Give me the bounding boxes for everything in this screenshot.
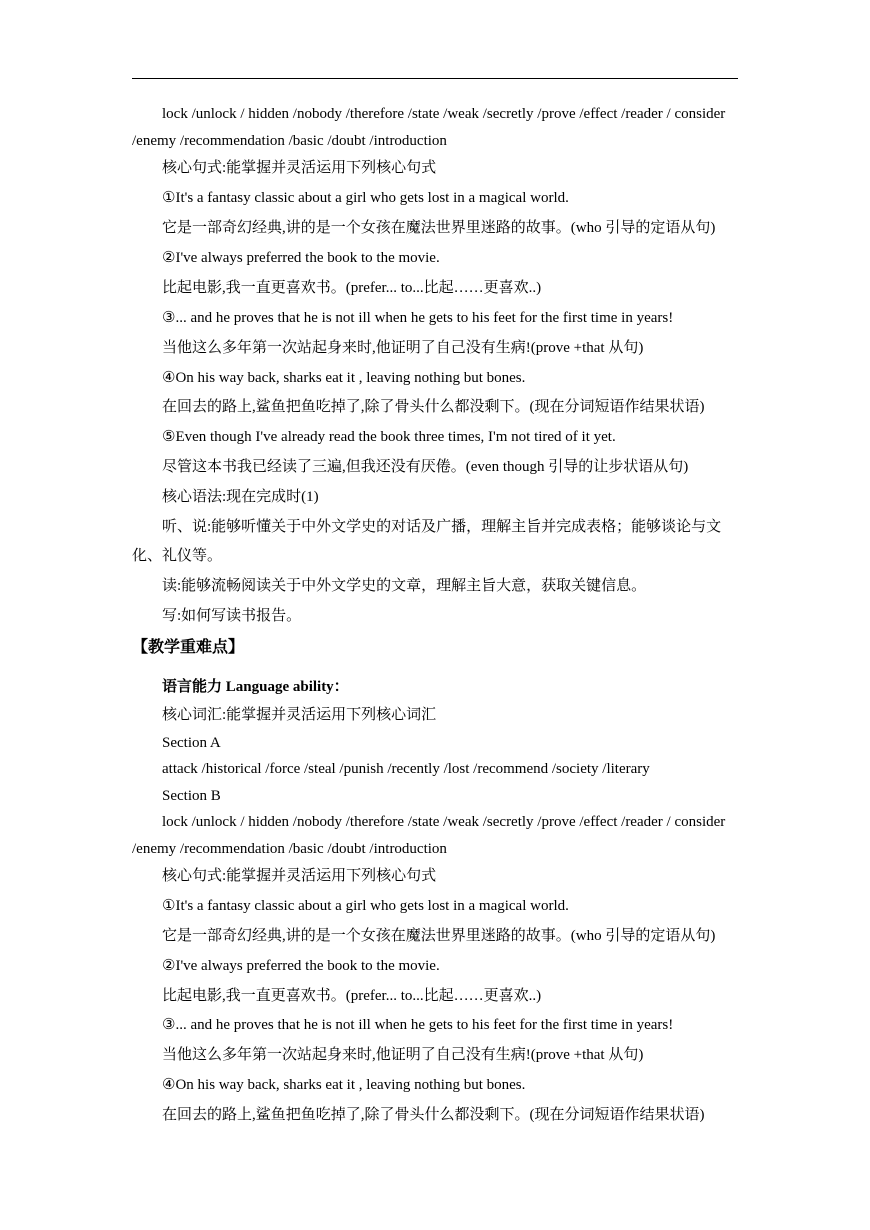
sentence-en: ③... and he proves that he is not ill when he gets to his feet for the first time in years! — [162, 1017, 674, 1033]
vocab-line: lock /unlock / hidden /nobody /therefore /state /weak /secretly /prove /effect /reader / consider — [162, 814, 726, 830]
sentence-en: ④On his way back, sharks eat it , leaving nothing but bones. — [162, 370, 526, 386]
header-rule — [132, 78, 738, 79]
listening-speaking: 听、说:能够听懂关于中外文学史的对话及广播，理解主旨并完成表格；能够谈论与文 — [162, 519, 722, 535]
sentence-zh: 在回去的路上,鲨鱼把鱼吃掉了,除了骨头什么都没剩下。(现在分词短语作结果状语) — [162, 399, 705, 415]
core-vocab-label: 核心词汇:能掌握并灵活运用下列核心词汇 — [162, 707, 437, 723]
sentence-en: ⑤Even though I've already read the book three times, I'm not tired of it yet. — [162, 429, 616, 445]
core-sentences-label: 核心句式:能掌握并灵活运用下列核心句式 — [162, 160, 437, 176]
writing-goal: 写:如何写读书报告。 — [162, 608, 302, 624]
reading-goal: 读:能够流畅阅读关于中外文学史的文章，理解主旨大意，获取关键信息。 — [162, 578, 647, 594]
sentence-en: ②I've always preferred the book to the movie. — [162, 250, 440, 266]
sentence-en: ③... and he proves that he is not ill when he gets to his feet for the first time in years! — [162, 310, 674, 326]
language-ability-heading: 语言能力 Language ability： — [162, 679, 349, 695]
section-a-words: attack /historical /force /steal /punish /recently /lost /recommend /society /literary — [162, 761, 650, 777]
sentence-en: ①It's a fantasy classic about a girl who gets lost in a magical world. — [162, 190, 569, 206]
sentence-en: ④On his way back, sharks eat it , leaving nothing but bones. — [162, 1077, 526, 1093]
vocab-line: /enemy /recommendation /basic /doubt /introduction — [132, 133, 447, 149]
vocab-line: lock /unlock / hidden /nobody /therefore /state /weak /secretly /prove /effect /reader / consider — [162, 106, 726, 122]
sentence-zh: 在回去的路上,鲨鱼把鱼吃掉了,除了骨头什么都没剩下。(现在分词短语作结果状语) — [162, 1107, 705, 1123]
sentence-zh: 它是一部奇幻经典,讲的是一个女孩在魔法世界里迷路的故事。(who 引导的定语从句) — [162, 928, 716, 944]
section-title: 【教学重难点】 — [132, 637, 245, 656]
sentence-zh: 当他这么多年第一次站起身来时,他证明了自己没有生病!(prove +that 从句) — [162, 1047, 644, 1063]
core-grammar: 核心语法:现在完成时(1) — [162, 489, 319, 505]
sentence-en: ②I've always preferred the book to the movie. — [162, 958, 440, 974]
section-a-label: Section A — [162, 735, 221, 751]
sentence-zh: 比起电影,我一直更喜欢书。(prefer... to...比起……更喜欢..) — [162, 988, 542, 1004]
sentence-zh: 当他这么多年第一次站起身来时,他证明了自己没有生病!(prove +that 从句) — [162, 340, 644, 356]
core-sentences-label: 核心句式:能掌握并灵活运用下列核心句式 — [162, 868, 437, 884]
sentence-zh: 尽管这本书我已经读了三遍,但我还没有厌倦。(even though 引导的让步状语从句) — [162, 459, 689, 475]
listening-speaking-cont: 化、礼仪等。 — [132, 548, 223, 564]
vocab-line: /enemy /recommendation /basic /doubt /introduction — [132, 841, 447, 857]
sentence-en: ①It's a fantasy classic about a girl who gets lost in a magical world. — [162, 898, 569, 914]
sentence-zh: 比起电影,我一直更喜欢书。(prefer... to...比起……更喜欢..) — [162, 280, 542, 296]
sentence-zh: 它是一部奇幻经典,讲的是一个女孩在魔法世界里迷路的故事。(who 引导的定语从句) — [162, 220, 716, 236]
section-b-label: Section B — [162, 788, 221, 804]
